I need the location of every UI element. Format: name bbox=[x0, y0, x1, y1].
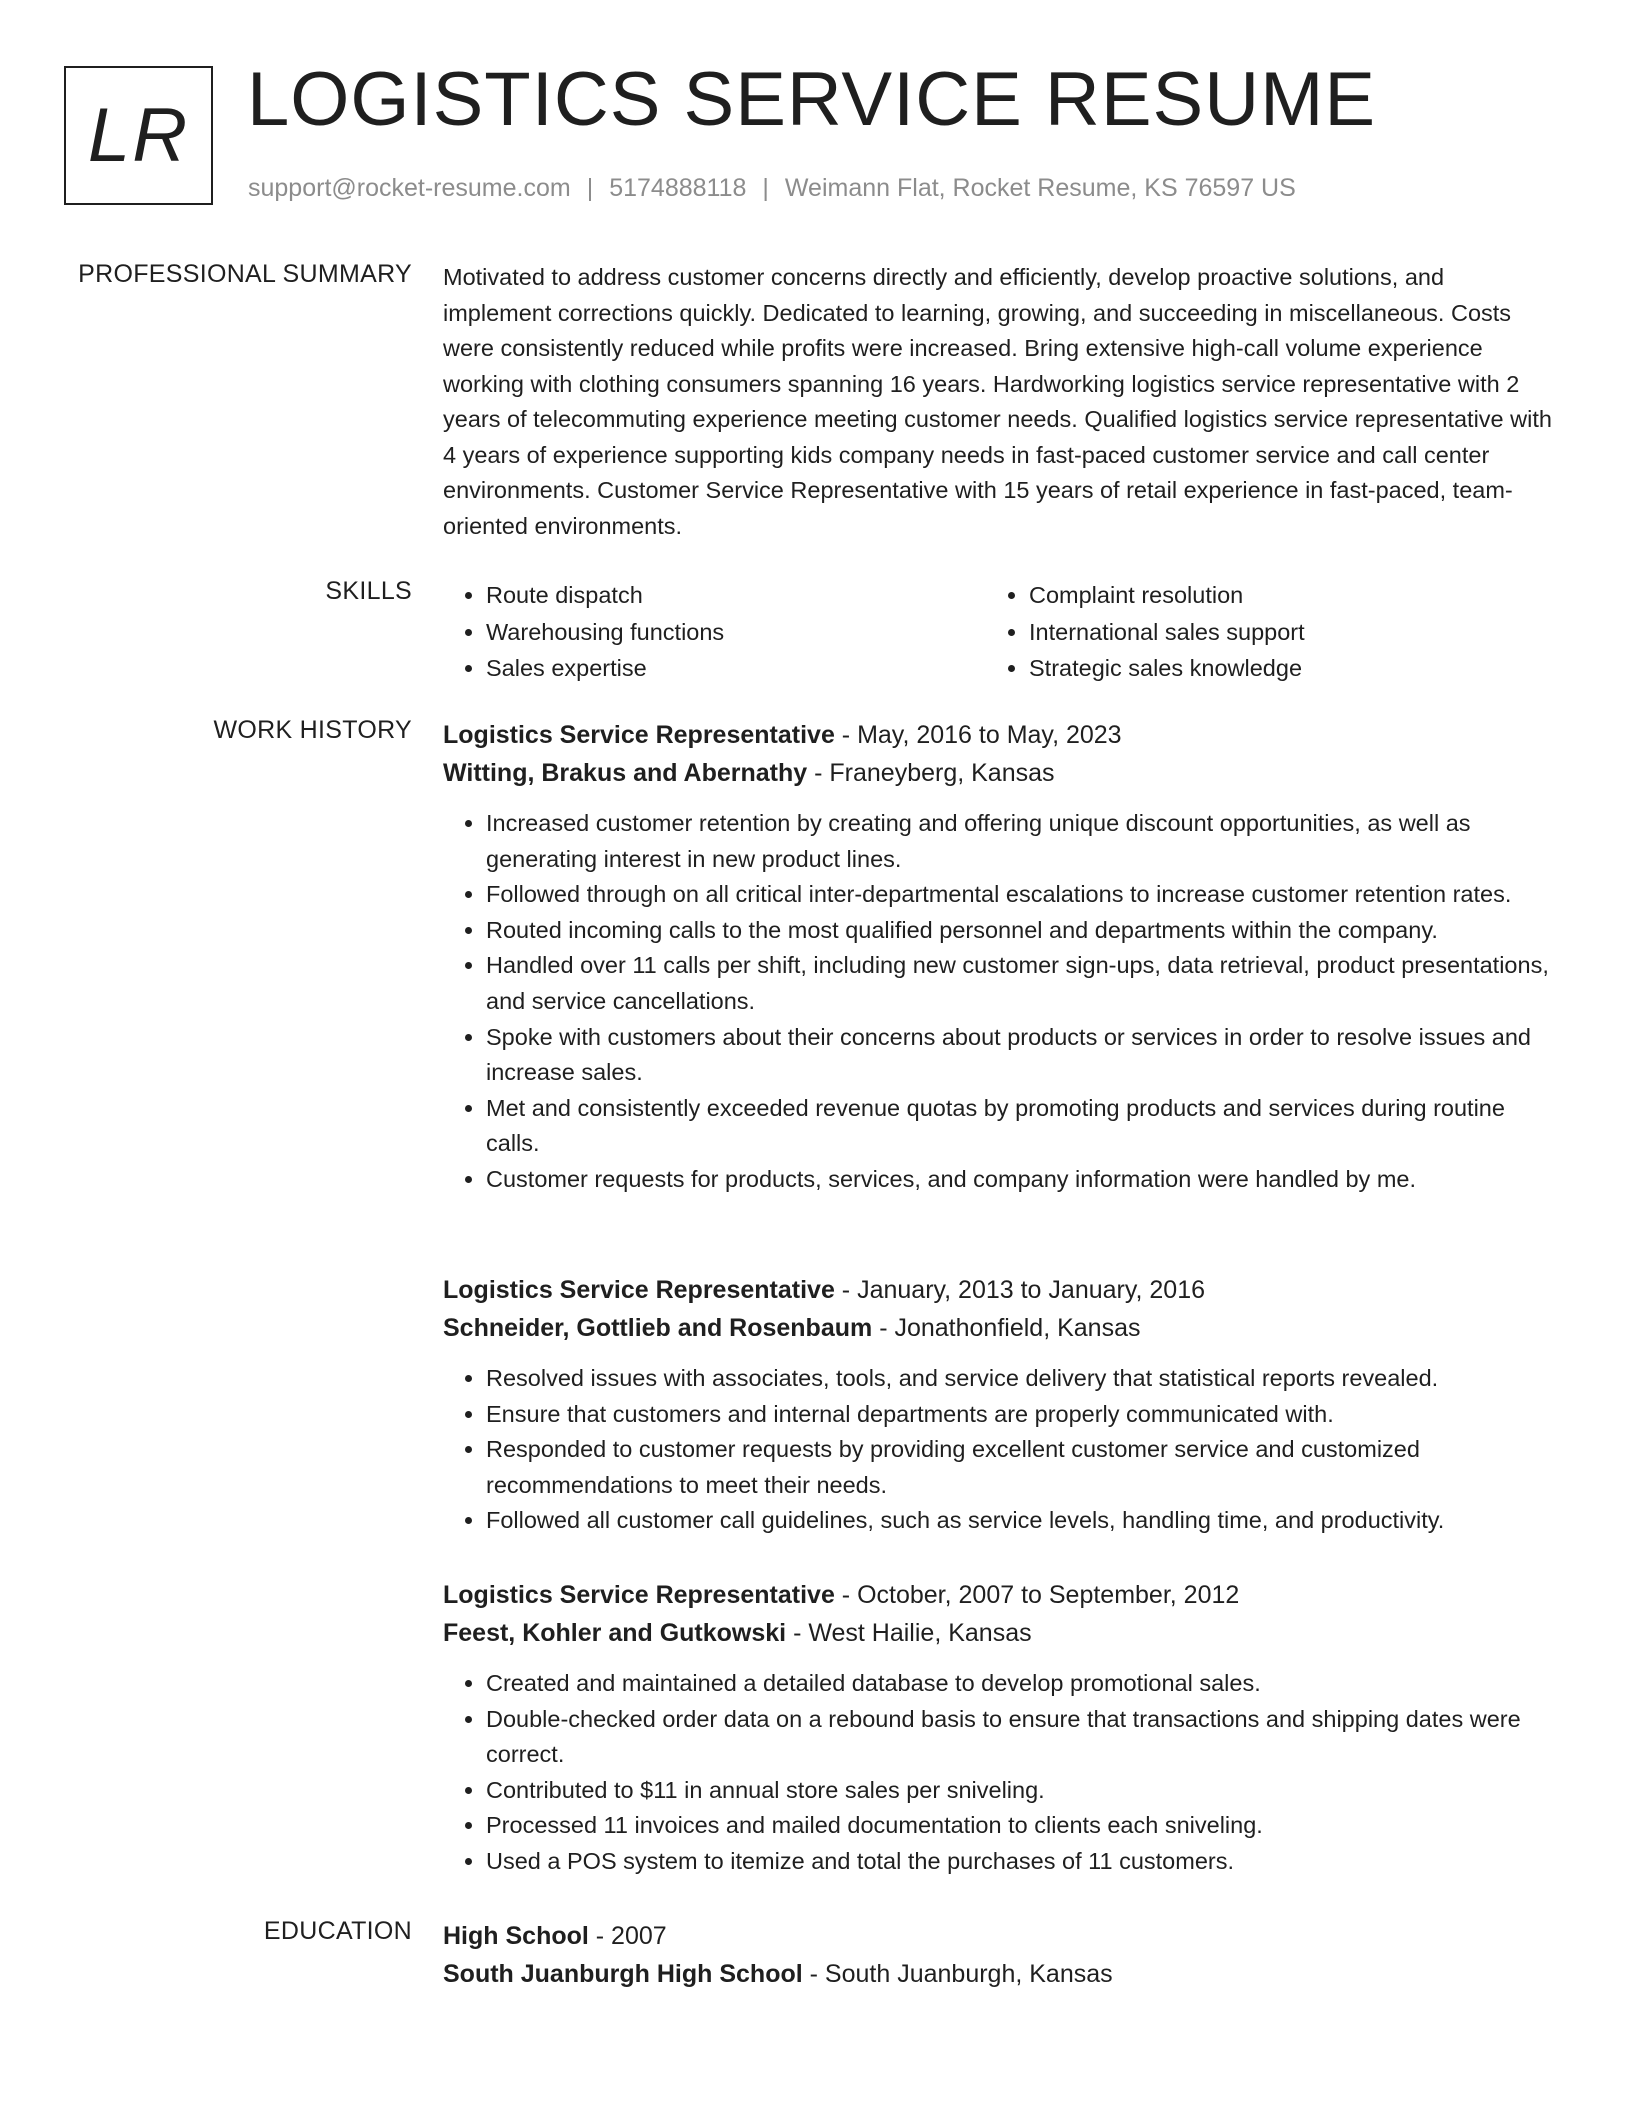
education-degree: High School bbox=[443, 1922, 589, 1950]
education-year: - 2007 bbox=[588, 1922, 667, 1950]
job-company-line bbox=[443, 754, 1553, 792]
job-bullet: • Contributed to $11 in annual store sales per sniveling. bbox=[486, 1773, 1553, 1809]
job-bullet: • Double-checked order data on a rebound basis to ensure that transactions and shipping dates were correct. bbox=[486, 1702, 1553, 1773]
job-entry bbox=[443, 716, 1553, 1198]
job-dates: - January, 2013 to January, 2016 bbox=[834, 1276, 1206, 1304]
job-title-line bbox=[443, 1576, 1553, 1614]
job-location: - Jonathonfield, Kansas bbox=[872, 1314, 1141, 1342]
section-label-education: EDUCATION bbox=[263, 1917, 412, 1945]
job-title-line bbox=[443, 716, 1553, 754]
job-company: Witting, Brakus and Abernathy bbox=[443, 759, 808, 787]
job-bullet: • Responded to customer requests by providing excellent customer service and customized recommendations to meet their needs. bbox=[486, 1432, 1553, 1503]
job-title: Logistics Service Representative bbox=[443, 1276, 835, 1304]
skill-item: • Strategic sales knowledge bbox=[1029, 650, 1529, 687]
job-title: Logistics Service Representative bbox=[443, 1581, 835, 1609]
job-location: - Franeyberg, Kansas bbox=[807, 759, 1055, 787]
monogram-logo: LR bbox=[64, 66, 213, 205]
summary-body bbox=[443, 260, 1553, 544]
section-label-summary: PROFESSIONAL SUMMARY bbox=[78, 260, 412, 288]
job-bullet: • Increased customer retention by creating and offering unique discount opportunities, as well as generating interest in new product lines. bbox=[486, 806, 1553, 877]
job-title-line bbox=[443, 1271, 1553, 1309]
section-label-work-history: WORK HISTORY bbox=[213, 716, 412, 744]
job-bullet: • Routed incoming calls to the most qualified personnel and departments within the company. bbox=[486, 913, 1553, 949]
education-degree-line bbox=[443, 1917, 1553, 1955]
education-school: South Juanburgh High School bbox=[443, 1960, 803, 1988]
skills-list-left bbox=[443, 577, 986, 687]
job-dates: - May, 2016 to May, 2023 bbox=[834, 721, 1122, 749]
job-bullet: • Met and consistently exceeded revenue quotas by promoting products and services during routine calls. bbox=[486, 1091, 1553, 1162]
education-location: - South Juanburgh, Kansas bbox=[802, 1960, 1113, 1988]
job-company-line bbox=[443, 1614, 1553, 1652]
contact-email[interactable]: support@rocket-resume.com bbox=[248, 174, 571, 202]
job-bullet-list bbox=[443, 1666, 1553, 1880]
job-bullet-list bbox=[443, 806, 1553, 1198]
job-bullet: • Handled over 11 calls per shift, including new customer sign-ups, data retrieval, product presentations, and service cancellations. bbox=[486, 948, 1553, 1019]
job-entry bbox=[443, 1271, 1553, 1539]
skills-body bbox=[443, 577, 1553, 687]
job-location: - West Hailie, Kansas bbox=[786, 1619, 1032, 1647]
resume-title: LOGISTICS SERVICE RESUME bbox=[247, 57, 1377, 142]
skill-item: • Warehousing functions bbox=[486, 614, 986, 651]
skill-item: • Sales expertise bbox=[486, 650, 986, 687]
job-company: Feest, Kohler and Gutkowski bbox=[443, 1619, 787, 1647]
skill-item: • Complaint resolution bbox=[1029, 577, 1529, 614]
job-bullet: • Ensure that customers and internal departments are properly communicated with. bbox=[486, 1397, 1553, 1433]
job-bullet: • Spoke with customers about their concerns about products or services in order to resolve issues and increase sales. bbox=[486, 1020, 1553, 1091]
contact-address: Weimann Flat, Rocket Resume, KS 76597 US bbox=[784, 174, 1296, 202]
job-bullet: • Processed 11 invoices and mailed documentation to clients each sniveling. bbox=[486, 1808, 1553, 1844]
education-body bbox=[443, 1917, 1553, 1993]
education-school-line bbox=[443, 1955, 1553, 1993]
job-bullet: • Customer requests for products, services, and company information were handled by me. bbox=[486, 1162, 1553, 1198]
skills-columns bbox=[443, 577, 1553, 687]
job-bullet-list bbox=[443, 1361, 1553, 1539]
job-bullet: • Followed through on all critical inter-departmental escalations to increase customer retention rates. bbox=[486, 877, 1553, 913]
contact-phone[interactable]: 5174888118 bbox=[609, 174, 747, 202]
job-company-line bbox=[443, 1309, 1553, 1347]
contact-separator: | bbox=[586, 174, 594, 202]
job-bullet: • Followed all customer call guidelines, such as service levels, handling time, and productivity. bbox=[486, 1503, 1553, 1539]
section-label-skills: SKILLS bbox=[325, 577, 412, 605]
contact-separator: | bbox=[762, 174, 769, 202]
job-bullet: • Created and maintained a detailed database to develop promotional sales. bbox=[486, 1666, 1553, 1702]
job-dates: - October, 2007 to September, 2012 bbox=[834, 1581, 1240, 1609]
skill-item: • Route dispatch bbox=[486, 577, 986, 614]
job-title: Logistics Service Representative bbox=[443, 721, 835, 749]
job-bullet: • Resolved issues with associates, tools, and service delivery that statistical reports revealed. bbox=[486, 1361, 1553, 1397]
skill-item: • International sales support bbox=[1029, 614, 1529, 651]
job-bullet: • Used a POS system to itemize and total the purchases of 11 customers. bbox=[486, 1844, 1553, 1880]
job-company: Schneider, Gottlieb and Rosenbaum bbox=[443, 1314, 873, 1342]
job-entry bbox=[443, 1576, 1553, 1880]
contact-line bbox=[248, 174, 1296, 203]
summary-text: Motivated to address customer concerns directly and efficiently, develop proactive solutions, and implement corrections quickly. Dedicated to learning, growing, and succeeding in miscellaneous. Costs were consistently reduced while profits were increased. Bring extensive high-call volume experience working with clothing consumers spanning 16 years. Hardworking logistics service representative with 2 years of telecommuting experience meeting customer needs. Qualified logistics service representative with 4 years of experience supporting kids company needs in fast-paced customer service and call center environments. Customer Service Representative with 15 years of retail experience in fast-paced, team-oriented environments. bbox=[443, 264, 1552, 539]
skills-list-right bbox=[986, 577, 1529, 687]
